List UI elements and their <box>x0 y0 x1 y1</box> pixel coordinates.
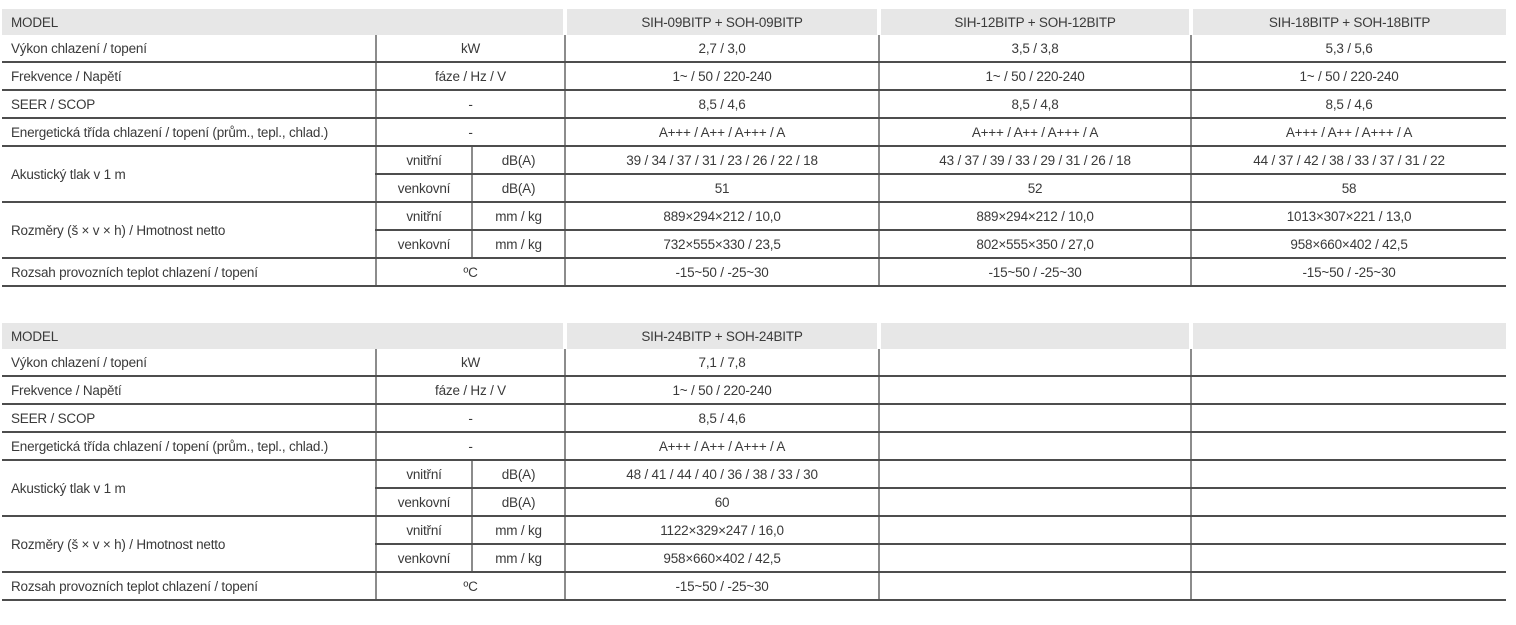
spec-value: 2,7 / 3,0 <box>565 35 879 62</box>
spec-value: A+++ / A++ / A+++ / A <box>879 118 1191 146</box>
spec-value: 44 / 37 / 42 / 38 / 33 / 37 / 31 / 22 <box>1191 146 1506 174</box>
spec-label: SEER / SCOP <box>2 90 376 118</box>
spec-value: 1122×329×247 / 16,0 <box>565 516 879 544</box>
spec-value <box>879 516 1191 544</box>
spec-value: 1~ / 50 / 220-240 <box>565 376 879 404</box>
model-column-header: SIH-18BITP + SOH-18BITP <box>1191 9 1506 35</box>
spec-row <box>2 146 1506 174</box>
spec-label: Rozsah provozních teplot chlazení / topení <box>2 572 376 600</box>
spec-unit: ºC <box>376 572 565 600</box>
spec-unit: dB(A) <box>472 146 565 174</box>
spec-unit: fáze / Hz / V <box>376 376 565 404</box>
spec-value <box>879 376 1191 404</box>
spec-value <box>879 572 1191 600</box>
spec-label: Rozměry (š × v × h) / Hmotnost netto <box>2 202 376 258</box>
model-header-label: MODEL <box>2 9 565 35</box>
spec-value: -15~50 / -25~30 <box>879 258 1191 286</box>
spec-value: 802×555×350 / 27,0 <box>879 230 1191 258</box>
spec-value: 1~ / 50 / 220-240 <box>1191 62 1506 90</box>
spec-label: Frekvence / Napětí <box>2 376 376 404</box>
spec-value <box>879 460 1191 488</box>
spec-table-1 <box>2 9 1506 287</box>
spec-label: Energetická třída chlazení / topení (prům., tepl., chlad.) <box>2 118 376 146</box>
spec-value: 8,5 / 4,6 <box>1191 90 1506 118</box>
spec-row <box>2 376 1506 404</box>
spec-value: A+++ / A++ / A+++ / A <box>565 432 879 460</box>
spec-unit: - <box>376 432 565 460</box>
spec-label: Rozměry (š × v × h) / Hmotnost netto <box>2 516 376 572</box>
model-column-header: SIH-09BITP + SOH-09BITP <box>565 9 879 35</box>
spec-value: -15~50 / -25~30 <box>565 572 879 600</box>
spec-sublabel: venkovní <box>376 488 472 516</box>
spec-row <box>2 460 1506 488</box>
model-column-header <box>879 323 1191 349</box>
spec-label: Frekvence / Napětí <box>2 62 376 90</box>
spec-row <box>2 35 1506 62</box>
spec-value: 60 <box>565 488 879 516</box>
spec-unit: dB(A) <box>472 460 565 488</box>
spec-row <box>2 404 1506 432</box>
spec-value <box>1191 376 1506 404</box>
spec-value: 58 <box>1191 174 1506 202</box>
spec-row <box>2 202 1506 230</box>
spec-value <box>1191 460 1506 488</box>
spec-row <box>2 258 1506 286</box>
spec-value: 1~ / 50 / 220-240 <box>565 62 879 90</box>
spec-unit: mm / kg <box>472 516 565 544</box>
spec-value: 732×555×330 / 23,5 <box>565 230 879 258</box>
spec-unit: mm / kg <box>472 230 565 258</box>
model-column-header <box>1191 323 1506 349</box>
spec-value <box>879 488 1191 516</box>
spec-value <box>1191 404 1506 432</box>
spec-value: 958×660×402 / 42,5 <box>1191 230 1506 258</box>
spec-sublabel: venkovní <box>376 174 472 202</box>
spec-label: Výkon chlazení / topení <box>2 349 376 376</box>
spec-value <box>1191 349 1506 376</box>
spec-sublabel: venkovní <box>376 544 472 572</box>
spec-sublabel: venkovní <box>376 230 472 258</box>
spec-row <box>2 349 1506 376</box>
spec-value: A+++ / A++ / A+++ / A <box>1191 118 1506 146</box>
spec-label: SEER / SCOP <box>2 404 376 432</box>
spec-value: 39 / 34 / 37 / 31 / 23 / 26 / 22 / 18 <box>565 146 879 174</box>
spec-unit: - <box>376 90 565 118</box>
spec-value <box>1191 572 1506 600</box>
model-column-header: SIH-12BITP + SOH-12BITP <box>879 9 1191 35</box>
spec-unit: mm / kg <box>472 202 565 230</box>
model-header-row <box>2 323 1506 349</box>
spec-unit: mm / kg <box>472 544 565 572</box>
spec-sublabel: vnitřní <box>376 202 472 230</box>
spec-unit: ºC <box>376 258 565 286</box>
spec-value: 889×294×212 / 10,0 <box>565 202 879 230</box>
spec-value: 1013×307×221 / 13,0 <box>1191 202 1506 230</box>
spec-label: Akustický tlak v 1 m <box>2 146 376 202</box>
spec-value: 5,3 / 5,6 <box>1191 35 1506 62</box>
spec-value: 7,1 / 7,8 <box>565 349 879 376</box>
spec-value <box>1191 544 1506 572</box>
spec-row <box>2 516 1506 544</box>
spec-value: 3,5 / 3,8 <box>879 35 1191 62</box>
spec-value <box>1191 488 1506 516</box>
model-header-row <box>2 9 1506 35</box>
spec-value <box>1191 432 1506 460</box>
spec-row <box>2 62 1506 90</box>
spec-value <box>879 432 1191 460</box>
spec-unit: - <box>376 118 565 146</box>
model-header-label: MODEL <box>2 323 565 349</box>
spec-unit: dB(A) <box>472 174 565 202</box>
spec-value: -15~50 / -25~30 <box>1191 258 1506 286</box>
spec-unit: kW <box>376 349 565 376</box>
spec-label: Energetická třída chlazení / topení (prům., tepl., chlad.) <box>2 432 376 460</box>
spec-label: Akustický tlak v 1 m <box>2 460 376 516</box>
spec-value: A+++ / A++ / A+++ / A <box>565 118 879 146</box>
spec-value: 8,5 / 4,6 <box>565 404 879 432</box>
spec-value <box>1191 516 1506 544</box>
spec-row <box>2 90 1506 118</box>
spec-value <box>879 544 1191 572</box>
spec-value: 52 <box>879 174 1191 202</box>
spec-label: Rozsah provozních teplot chlazení / topení <box>2 258 376 286</box>
spec-value: 8,5 / 4,6 <box>565 90 879 118</box>
spec-sublabel: vnitřní <box>376 516 472 544</box>
spec-unit: kW <box>376 35 565 62</box>
spec-sublabel: vnitřní <box>376 146 472 174</box>
spec-unit: - <box>376 404 565 432</box>
spec-value: 43 / 37 / 39 / 33 / 29 / 31 / 26 / 18 <box>879 146 1191 174</box>
spec-value: 889×294×212 / 10,0 <box>879 202 1191 230</box>
model-column-header: SIH-24BITP + SOH-24BITP <box>565 323 879 349</box>
spec-row <box>2 118 1506 146</box>
spec-value: 1~ / 50 / 220-240 <box>879 62 1191 90</box>
spec-value <box>879 404 1191 432</box>
spec-row <box>2 432 1506 460</box>
spec-value: 958×660×402 / 42,5 <box>565 544 879 572</box>
spec-sublabel: vnitřní <box>376 460 472 488</box>
spec-label: Výkon chlazení / topení <box>2 35 376 62</box>
spec-value: 48 / 41 / 44 / 40 / 36 / 38 / 33 / 30 <box>565 460 879 488</box>
spec-value: 8,5 / 4,8 <box>879 90 1191 118</box>
spec-unit: dB(A) <box>472 488 565 516</box>
spec-row <box>2 572 1506 600</box>
spec-value: -15~50 / -25~30 <box>565 258 879 286</box>
spec-table-2 <box>2 323 1506 601</box>
spec-value <box>879 349 1191 376</box>
spec-value: 51 <box>565 174 879 202</box>
spec-unit: fáze / Hz / V <box>376 62 565 90</box>
